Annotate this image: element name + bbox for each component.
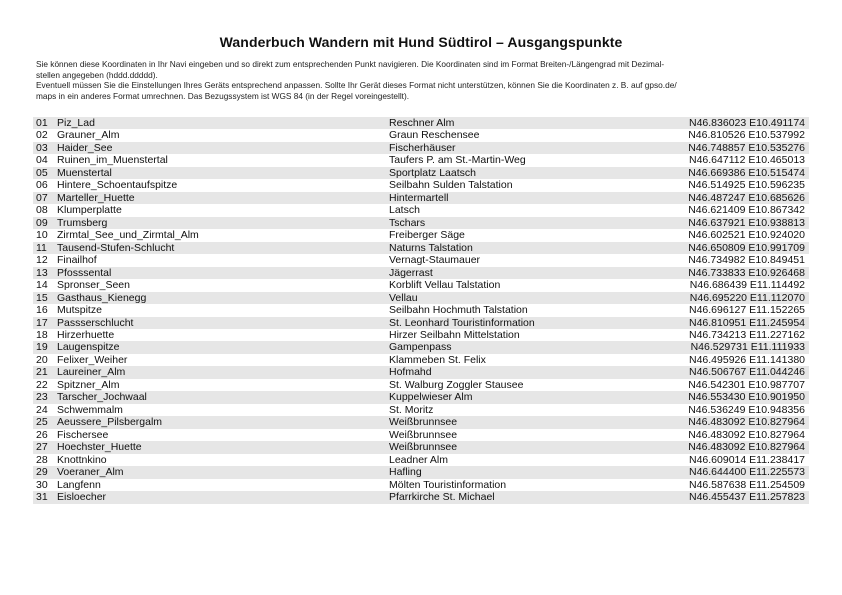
intro-line: maps in ein anderes Format umrechnen. Das Bezugssystem ist WGS 84 (in der Regel voreingestellt).	[36, 90, 410, 101]
starting-point: Weißbrunnsee	[386, 416, 662, 428]
coordinates: N46.483092 E10.827964	[662, 441, 809, 453]
route-name: Spitzner_Alm	[57, 378, 120, 391]
route-name: Hoechster_Huette	[54, 441, 386, 453]
row-number: 24	[36, 403, 48, 416]
row-number: 19	[33, 341, 54, 353]
route-name: Laugenspitze	[54, 341, 386, 353]
row-number: 06	[36, 179, 48, 192]
table-row	[33, 479, 809, 491]
table-row	[33, 454, 809, 466]
route-name: Finailhof	[57, 254, 97, 267]
starting-point: Korblift Vellau Talstation	[389, 279, 501, 292]
starting-point: Seilbahn Hochmuth Talstation	[389, 304, 528, 317]
coordinates: N46.455437 E11.257823	[662, 491, 809, 503]
route-name: Knottnkino	[57, 453, 107, 466]
starting-point: Tschars	[386, 217, 662, 229]
row-number: 01	[33, 117, 54, 129]
route-name: Pfosssental	[54, 267, 386, 279]
starting-point: Hofmahd	[386, 366, 662, 378]
row-number: 21	[33, 366, 54, 378]
route-name: Trumsberg	[54, 217, 386, 229]
coordinates: N46.644400 E11.225573	[662, 466, 809, 478]
table-row	[33, 179, 809, 191]
row-number: 11	[33, 242, 54, 254]
route-name: Spronser_Seen	[57, 279, 130, 292]
coordinates: N46.637921 E10.938813	[662, 217, 809, 229]
row-number: 15	[33, 292, 54, 304]
coordinates: N46.483092 E10.827964	[688, 428, 805, 441]
route-name: Grauner_Alm	[57, 129, 120, 142]
coordinates: N46.609014 E11.238417	[689, 453, 805, 466]
starting-point: Klammeben St. Felix	[389, 353, 486, 366]
coordinates: N46.810526 E10.537992	[688, 129, 805, 142]
row-number: 30	[36, 478, 48, 491]
table-row	[33, 117, 809, 129]
table-row	[33, 329, 809, 341]
coordinates: N46.483092 E10.827964	[662, 416, 809, 428]
table-row	[33, 229, 809, 241]
starting-point: St. Walburg Zoggler Stausee	[389, 378, 524, 391]
route-name: Tarscher_Jochwaal	[54, 391, 386, 403]
starting-point: Naturns Talstation	[386, 242, 662, 254]
table-row	[33, 167, 809, 179]
route-name: Gasthaus_Kienegg	[54, 292, 386, 304]
route-name: Laureiner_Alm	[54, 366, 386, 378]
table-row	[33, 254, 809, 266]
table-row	[33, 304, 809, 316]
starting-point: Weißbrunnsee	[389, 428, 458, 441]
table-row	[33, 217, 809, 229]
coordinates: N46.495926 E11.141380	[689, 353, 805, 366]
row-number: 29	[33, 466, 54, 478]
row-number: 10	[36, 229, 48, 242]
starting-point: Kuppelwieser Alm	[386, 391, 662, 403]
row-number: 08	[36, 204, 48, 217]
row-number: 14	[36, 279, 48, 292]
route-name: Felixer_Weiher	[57, 353, 128, 366]
starting-point: Hafling	[386, 466, 662, 478]
row-number: 05	[33, 167, 54, 179]
table-row	[33, 429, 809, 441]
table-row	[33, 192, 809, 204]
starting-point: Hirzer Seilbahn Mittelstation	[389, 328, 520, 341]
table-row	[33, 416, 809, 428]
table-row	[33, 354, 809, 366]
starting-point: Vernagt-Staumauer	[389, 254, 481, 267]
route-name: Klumperplatte	[57, 204, 122, 217]
intro-text	[36, 59, 808, 101]
starting-point: Freiberger Säge	[389, 229, 465, 242]
table-row	[33, 366, 809, 378]
table-row	[33, 404, 809, 416]
starting-point: Mölten Touristinformation	[389, 478, 507, 491]
starting-points-table	[33, 117, 809, 504]
coordinates: N46.748857 E10.535276	[662, 142, 809, 154]
coordinates: N46.647112 E10.465013	[689, 154, 805, 167]
route-name: Schwemmalm	[57, 403, 123, 416]
coordinates: N46.733833 E10.926468	[662, 267, 809, 279]
table-row	[33, 267, 809, 279]
coordinates: N46.553430 E10.901950	[662, 391, 809, 403]
table-row	[33, 317, 809, 329]
route-name: Eisloecher	[54, 491, 386, 503]
table-row	[33, 279, 809, 291]
table-row	[33, 129, 809, 141]
table-row	[33, 242, 809, 254]
coordinates: N46.542301 E10.987707	[688, 378, 805, 391]
coordinates: N46.514925 E10.596235	[688, 179, 805, 192]
coordinates: N46.810951 E11.245954	[662, 317, 809, 329]
route-name: Voeraner_Alm	[54, 466, 386, 478]
starting-point: Graun Reschensee	[389, 129, 480, 142]
starting-point: St. Moritz	[389, 403, 434, 416]
route-name: Marteller_Huette	[54, 192, 386, 204]
table-row	[33, 204, 809, 216]
starting-point: Pfarrkirche St. Michael	[386, 491, 662, 503]
coordinates: N46.695220 E11.112070	[662, 292, 809, 304]
coordinates: N46.836023 E10.491174	[662, 117, 809, 129]
row-number: 18	[36, 328, 48, 341]
table-row	[33, 142, 809, 154]
row-number: 03	[33, 142, 54, 154]
route-name: Aeussere_Pilsbergalm	[54, 416, 386, 428]
row-number: 27	[33, 441, 54, 453]
route-name: Langfenn	[57, 478, 101, 491]
row-number: 20	[36, 353, 48, 366]
row-number: 16	[36, 304, 48, 317]
row-number: 02	[36, 129, 48, 142]
intro-line: Eventuell müssen Sie die Einstellungen Ihres Geräts entsprechend anpassen. Sollte Ihr Gerät dieses Format nicht unterstützen, können Sie die Koordinaten z. B. auf gpso.de/	[36, 80, 677, 91]
route-name: Ruinen_im_Muenstertal	[57, 154, 168, 167]
route-name: Zirmtal_See_und_Zirmtal_Alm	[57, 229, 199, 242]
starting-point: Reschner Alm	[386, 117, 662, 129]
row-number: 17	[33, 317, 54, 329]
coordinates: N46.487247 E10.685626	[662, 192, 809, 204]
starting-point: Latsch	[389, 204, 420, 217]
table-row	[33, 391, 809, 403]
coordinates: N46.734213 E11.227162	[689, 328, 805, 341]
coordinates: N46.669386 E10.515474	[662, 167, 809, 179]
coordinates: N46.536249 E10.948356	[688, 403, 805, 416]
row-number: 26	[36, 428, 48, 441]
starting-point: Jägerrast	[386, 267, 662, 279]
route-name: Tausend-Stufen-Schlucht	[54, 242, 386, 254]
starting-point: St. Leonhard Touristinformation	[386, 317, 662, 329]
starting-point: Leadner Alm	[389, 453, 448, 466]
starting-point: Gampenpass	[386, 341, 662, 353]
intro-line: stellen angegeben (hddd.ddddd).	[36, 69, 158, 80]
route-name: Passserschlucht	[54, 317, 386, 329]
table-row	[33, 292, 809, 304]
row-number: 25	[33, 416, 54, 428]
route-name: Hirzerhuette	[57, 328, 115, 341]
table-row	[33, 341, 809, 353]
row-number: 12	[36, 254, 48, 267]
coordinates: N46.602521 E10.924020	[688, 229, 805, 242]
coordinates: N46.587638 E11.254509	[689, 478, 805, 491]
starting-point: Seilbahn Sulden Talstation	[389, 179, 513, 192]
starting-point: Fischerhäuser	[386, 142, 662, 154]
route-name: Mutspitze	[57, 304, 102, 317]
page-title: Wanderbuch Wandern mit Hund Südtirol – Ausgangspunkte	[219, 34, 623, 50]
route-name: Muenstertal	[54, 167, 386, 179]
row-number: 07	[33, 192, 54, 204]
coordinates: N46.621409 E10.867342	[688, 204, 805, 217]
starting-point: Vellau	[386, 292, 662, 304]
route-name: Haider_See	[54, 142, 386, 154]
table-row	[33, 491, 809, 503]
starting-point: Hintermartell	[386, 192, 662, 204]
starting-point: Sportplatz Laatsch	[386, 167, 662, 179]
coordinates: N46.650809 E10.991709	[662, 242, 809, 254]
row-number: 04	[36, 154, 48, 167]
row-number: 23	[33, 391, 54, 403]
row-number: 28	[36, 453, 48, 466]
table-row	[33, 379, 809, 391]
starting-point: Taufers P. am St.-Martin-Weg	[389, 154, 526, 167]
route-name: Piz_Lad	[54, 117, 386, 129]
coordinates: N46.696127 E11.152265	[689, 304, 805, 317]
row-number: 09	[33, 217, 54, 229]
table-row	[33, 154, 809, 166]
starting-point: Weißbrunnsee	[386, 441, 662, 453]
coordinates: N46.686439 E11.114492	[689, 279, 805, 292]
row-number: 31	[33, 491, 54, 503]
row-number: 22	[36, 378, 48, 391]
coordinates: N46.506767 E11.044246	[662, 366, 809, 378]
table-row	[33, 466, 809, 478]
coordinates: N46.734982 E10.849451	[688, 254, 805, 267]
route-name: Hintere_Schoentaufspitze	[57, 179, 178, 192]
intro-line: Sie können diese Koordinaten in Ihr Navi eingeben und so direkt zum entsprechenden Punkt navigieren. Die Koordinaten sind im Format Breiten-/Längengrad mit Dezimal-	[36, 59, 665, 69]
row-number: 13	[33, 267, 54, 279]
table-row	[33, 441, 809, 453]
coordinates: N46.529731 E11.111933	[662, 341, 809, 353]
starting-points-body	[33, 117, 809, 504]
route-name: Fischersee	[57, 428, 109, 441]
